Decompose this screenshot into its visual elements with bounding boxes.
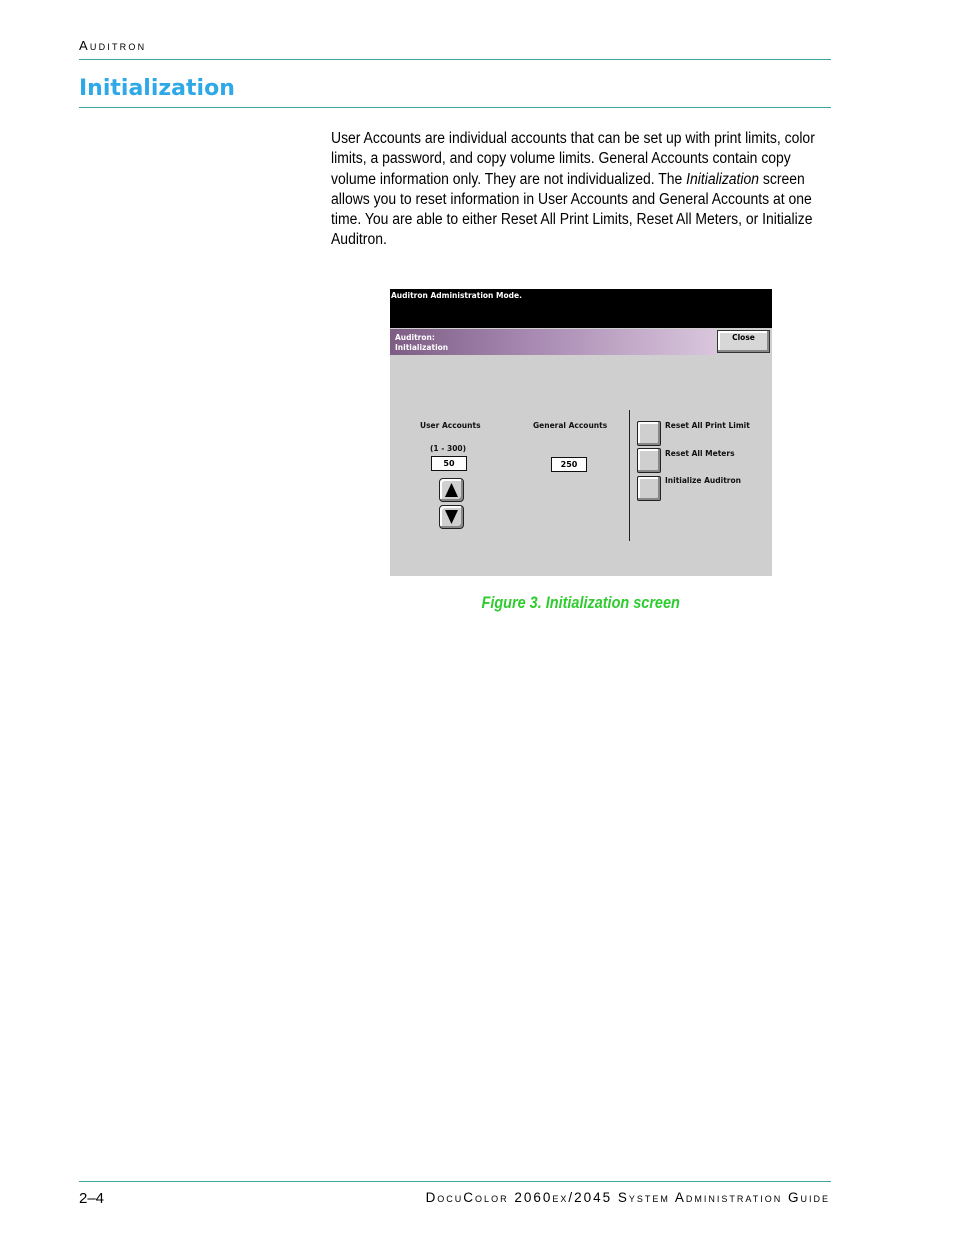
body-paragraph bbox=[331, 129, 831, 251]
title-rule bbox=[79, 107, 831, 108]
general-accounts-label: General Accounts bbox=[533, 421, 608, 430]
page-title: Initialization bbox=[79, 76, 235, 101]
general-accounts-field[interactable]: 250 bbox=[551, 457, 587, 472]
initialization-screen-figure bbox=[390, 289, 772, 576]
up-arrow-icon bbox=[444, 482, 459, 498]
footer-rule bbox=[79, 1181, 831, 1182]
down-arrow-button[interactable] bbox=[439, 505, 464, 529]
figure-caption-text: Figure 3. Initialization screen bbox=[481, 593, 681, 612]
running-header: Auditron bbox=[79, 38, 147, 53]
up-arrow-button[interactable] bbox=[439, 478, 464, 502]
vertical-divider bbox=[629, 410, 630, 541]
close-button[interactable]: Close bbox=[717, 330, 770, 353]
message-area bbox=[390, 289, 772, 328]
user-accounts-field[interactable]: 50 bbox=[431, 456, 467, 471]
user-accounts-label: User Accounts bbox=[420, 421, 481, 430]
breadcrumb-line1: Auditron: bbox=[395, 333, 435, 342]
body-text-part2: screen allows you to reset information in User Accounts and General Accounts at one time. You are able to either Reset All Print Limits, Reset All Meters, or Initialize Auditron. bbox=[331, 170, 813, 249]
mode-message: Auditron Administration Mode. bbox=[391, 291, 522, 300]
header-rule bbox=[79, 59, 831, 60]
initialize-auditron-label: Initialize Auditron bbox=[665, 476, 741, 485]
breadcrumb-bar bbox=[390, 329, 716, 355]
reset-all-meters-label: Reset All Meters bbox=[665, 449, 735, 458]
reset-all-meters-button[interactable] bbox=[637, 448, 661, 473]
initialize-auditron-button[interactable] bbox=[637, 476, 661, 501]
reset-all-print-limit-label: Reset All Print Limit bbox=[665, 421, 750, 430]
down-arrow-icon bbox=[444, 509, 459, 525]
page-number: 2–4 bbox=[79, 1190, 105, 1207]
user-accounts-range: (1 - 300) bbox=[430, 444, 467, 453]
figure-caption bbox=[331, 593, 831, 613]
body-text-emphasis: Initialization bbox=[686, 170, 760, 188]
reset-all-print-limit-button[interactable] bbox=[637, 421, 661, 446]
body-text-part1: User Accounts are individual accounts that can be set up with print limits, color limits, a password, and copy volume limits. General Accounts contain copy volume information only. They are not individualized. The bbox=[331, 130, 815, 188]
guide-title: DocuColor 2060ex/2045 System Administration Guide bbox=[425, 1190, 830, 1205]
breadcrumb-line2: Initialization bbox=[395, 343, 449, 352]
